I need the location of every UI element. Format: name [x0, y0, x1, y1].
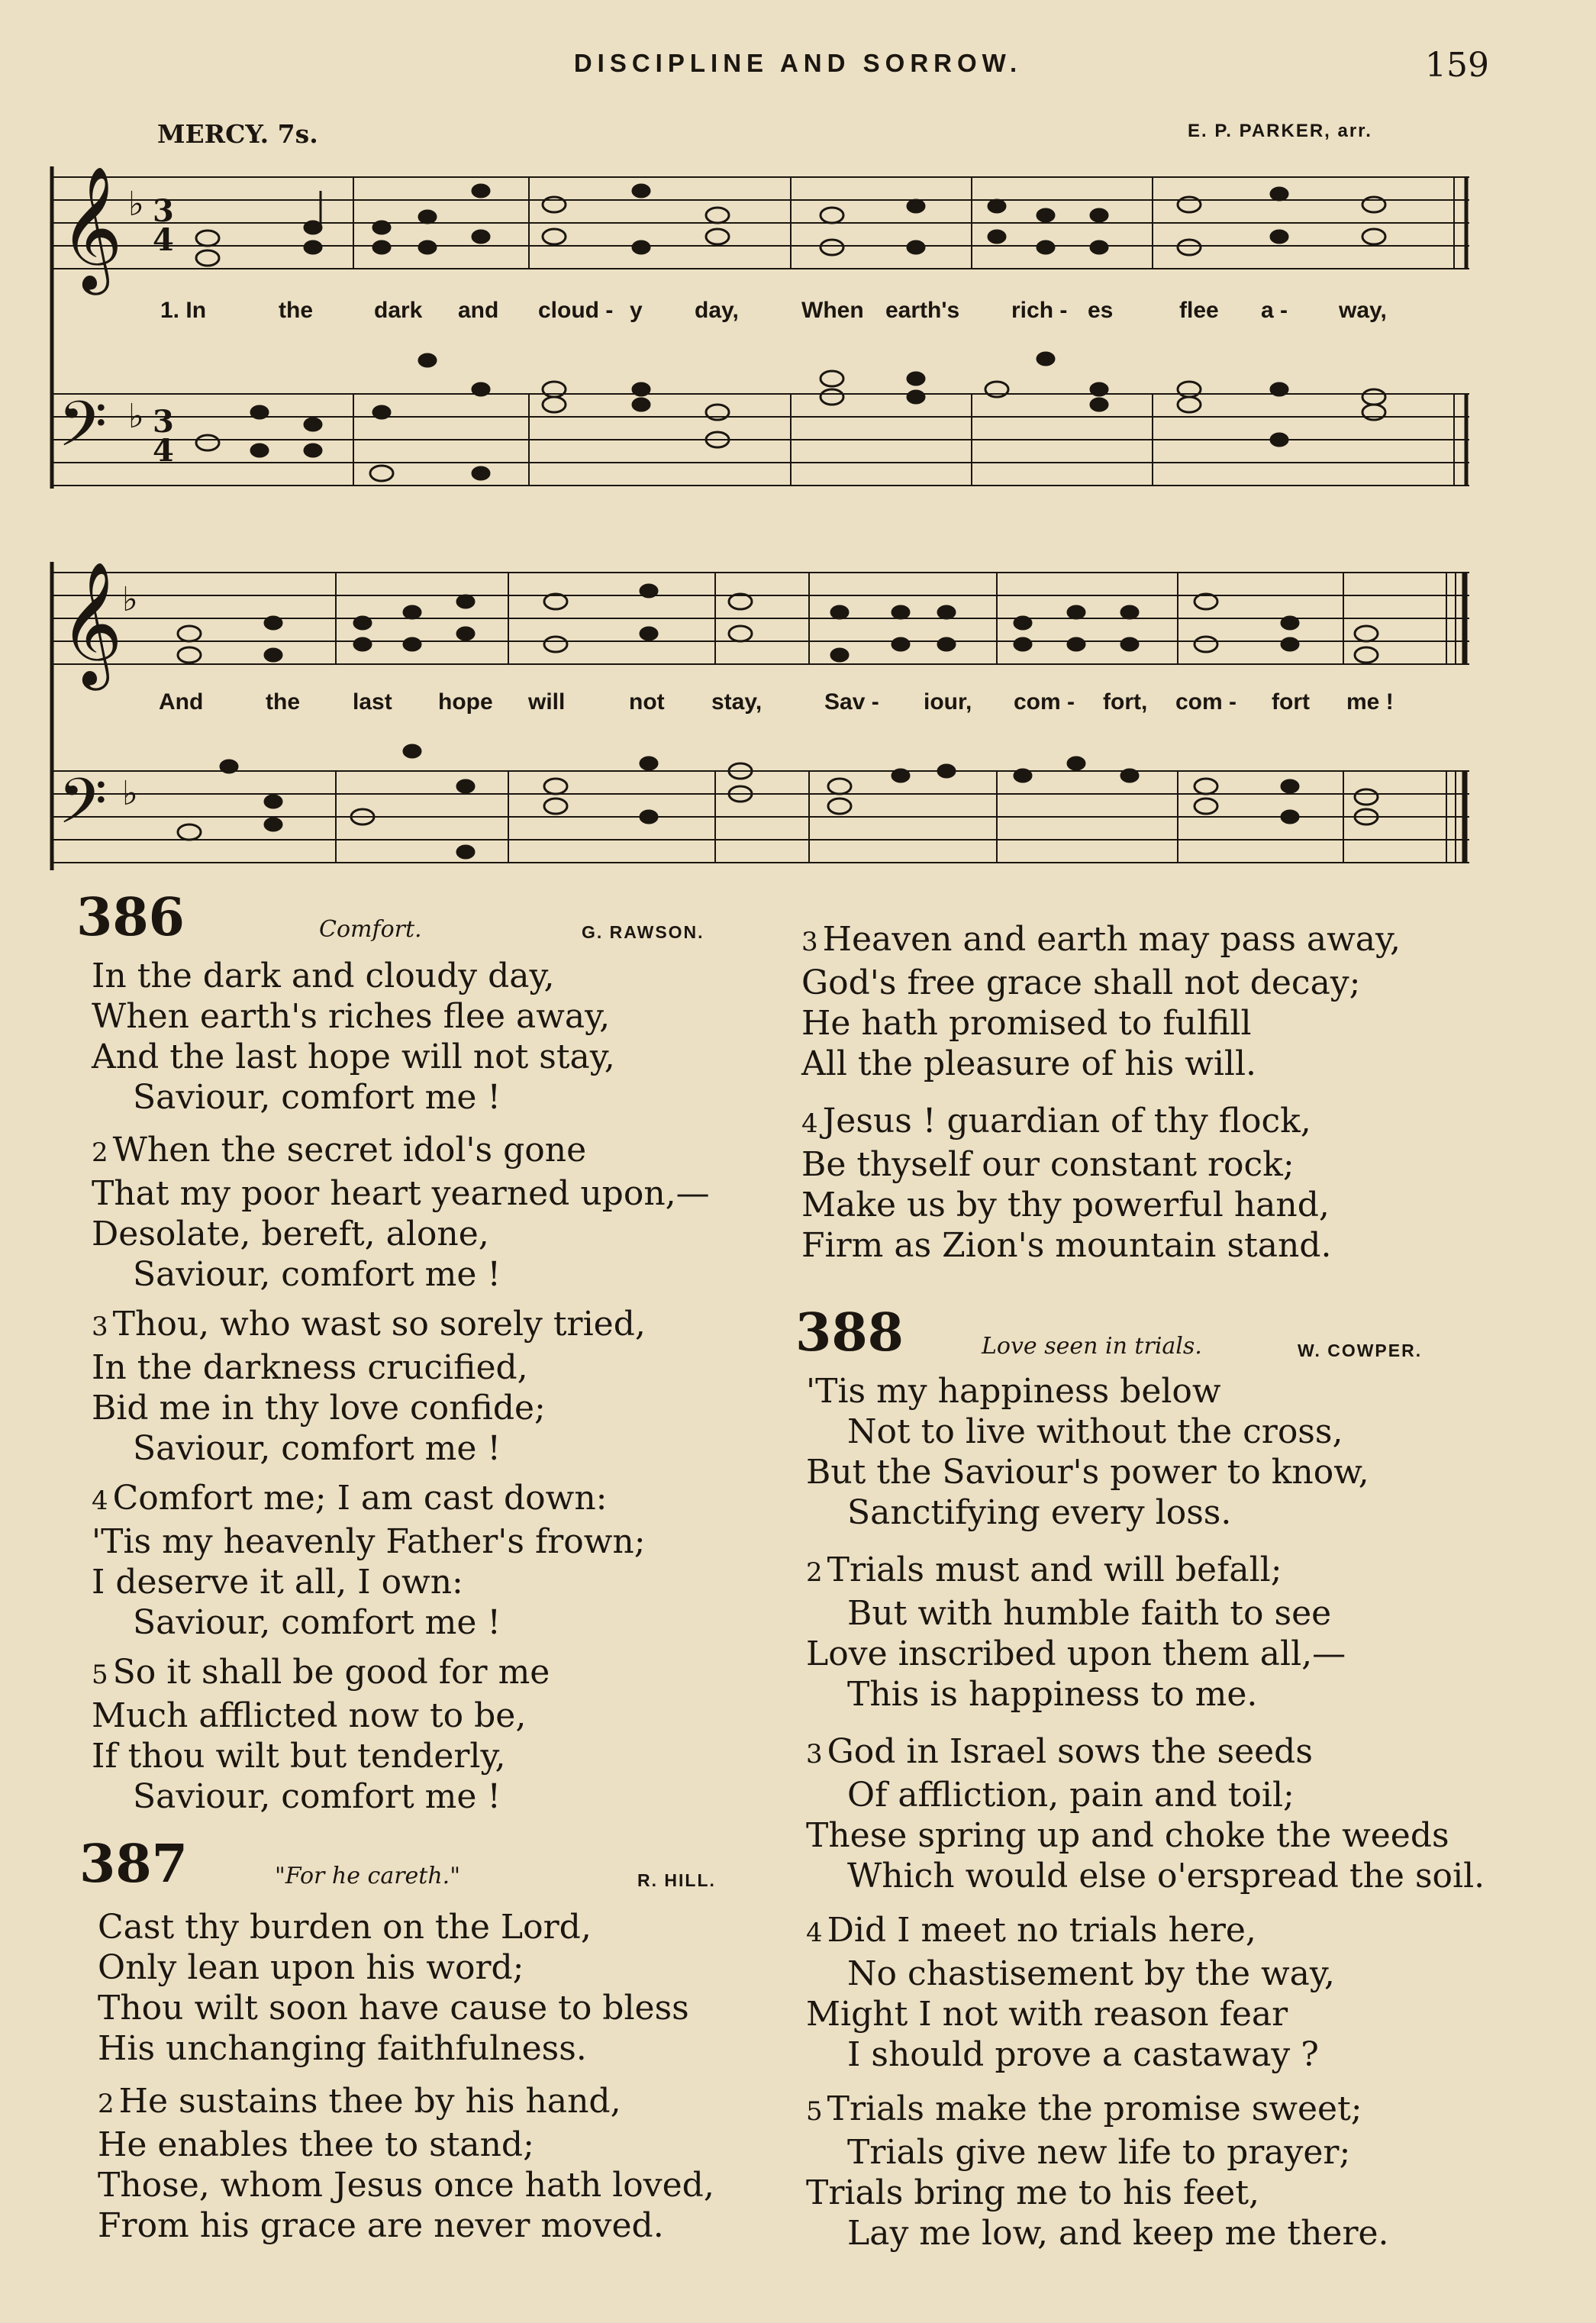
stanza-line: Be thyself our constant rock; [801, 1145, 1295, 1184]
svg-text:4: 4 [153, 433, 174, 469]
stanza-line: Firm as Zion's mountain stand. [801, 1226, 1332, 1265]
stanza-line: Which would else o'erspread the soil. [847, 1857, 1485, 1896]
hymn-number: 387 [79, 1834, 188, 1895]
stanza-number: 3 [801, 927, 818, 957]
stanza-number: 3 [806, 1739, 823, 1770]
stanza-line: And the last hope will not stay, [92, 1037, 615, 1076]
svg-text:4: 4 [153, 222, 174, 258]
stanza-line: 'Tis my heavenly Father's frown; [92, 1522, 646, 1561]
stanza-line: These spring up and choke the weeds [806, 1816, 1449, 1855]
stanza-line: His unchanging faithfulness. [98, 2029, 587, 2068]
stanza [92, 1478, 646, 1643]
stanza-line: Might I not with reason fear [806, 1995, 1288, 2034]
stanza-line: No chastisement by the way, [847, 1954, 1335, 1993]
lyric-syllable: es [1088, 298, 1114, 323]
stanza-number: 2 [98, 2089, 114, 2119]
lyric-syllable: way, [1339, 298, 1387, 323]
stanza-line: Thou, who wast so sorely tried, [112, 1305, 646, 1344]
stanza-number: 4 [806, 1918, 823, 1948]
stanza-line: Sanctifying every loss. [847, 1493, 1232, 1532]
page-number: 159 [1425, 46, 1489, 85]
stanza-line: Those, whom Jesus once hath loved, [98, 2166, 714, 2205]
stanza-line: Desolate, bereft, alone, [92, 1215, 489, 1253]
stanza-line: Bid me in thy love confide; [92, 1389, 546, 1428]
stanza-line: In the dark and cloudy day, [92, 957, 555, 995]
stanza-line: This is happiness to me. [847, 1675, 1258, 1714]
bass-clef-icon-2: 𝄢 [58, 764, 108, 853]
stanza-line: All the pleasure of his will. [801, 1044, 1257, 1083]
stanza [92, 956, 615, 1118]
lyric-syllable: not [629, 689, 665, 715]
lyric-syllable: me ! [1346, 689, 1394, 715]
stanza-line: Jesus ! guardian of thy flock, [822, 1102, 1311, 1141]
stanza-line: Make us by thy powerful hand, [801, 1186, 1330, 1224]
stanza-line: Much afflicted now to be, [92, 1696, 527, 1735]
hymn-author: G. RAWSON. [582, 922, 704, 942]
stanza [806, 2089, 1389, 2254]
stanza-line: Did I meet no trials here, [827, 1911, 1256, 1950]
stanza [92, 1304, 646, 1469]
lyric-syllable: 1. In [160, 298, 207, 323]
stanza-line: If thou wilt but tenderly, [92, 1737, 506, 1776]
stanza-line: Saviour, comfort me ! [133, 1078, 501, 1117]
notes-bass-2 [178, 745, 1378, 858]
stanza [801, 919, 1401, 1084]
lyric-syllable: iour, [924, 689, 972, 715]
stanza-line: Lay me low, and keep me there. [847, 2214, 1389, 2253]
lyric-syllable: the [279, 298, 313, 323]
tune-name: MERCY. 7s. [157, 119, 318, 149]
stanza-line: Saviour, comfort me ! [133, 1429, 501, 1468]
stanza-line: Saviour, comfort me ! [133, 1603, 501, 1642]
stanza-line: But with humble faith to see [847, 1594, 1332, 1633]
stanza [98, 1907, 689, 2069]
stanza-number: 5 [92, 1660, 108, 1690]
stanza-line: Saviour, comfort me ! [133, 1255, 501, 1294]
stanza-line: When the secret idol's gone [112, 1131, 587, 1170]
stanza-line: Saviour, comfort me ! [133, 1777, 501, 1816]
lyric-syllable: cloud - [538, 298, 614, 323]
hymn-title: Comfort. [319, 916, 422, 943]
stanza [806, 1731, 1485, 1896]
stanza-number: 3 [92, 1312, 108, 1342]
hymn-author: R. HILL. [637, 1870, 716, 1890]
stanza-number: 2 [806, 1557, 823, 1588]
stanza-line: When earth's riches flee away, [92, 997, 611, 1036]
running-title: DISCIPLINE AND SORROW. [573, 49, 1023, 77]
stanza-line: He hath promised to fulfill [801, 1004, 1252, 1043]
stanza-line: Cast thy burden on the Lord, [98, 1908, 592, 1947]
lyric-syllable: a - [1261, 298, 1288, 323]
stanza-line: 'Tis my happiness below [806, 1372, 1221, 1411]
bass-staff-2 [53, 771, 1469, 863]
stanza-line: Trials must and will befall; [827, 1550, 1282, 1589]
stanza-line: Of affliction, pain and toil; [847, 1776, 1295, 1815]
svg-text:♭: ♭ [128, 185, 144, 224]
lyric-syllable: dark [374, 298, 423, 323]
svg-text:♭: ♭ [122, 580, 138, 619]
treble-staff-1 [53, 177, 1469, 269]
treble-clef-icon-2: 𝄞 [60, 561, 123, 686]
svg-text:♭: ♭ [128, 397, 144, 436]
lyric-syllable: com - [1175, 689, 1237, 715]
stanza-line: From his grace are never moved. [98, 2206, 664, 2245]
stanza-line: Trials bring me to his feet, [806, 2173, 1259, 2212]
lyric-syllable: flee [1179, 298, 1219, 323]
stanza [806, 1371, 1369, 1533]
lyric-syllable: earth's [885, 298, 960, 323]
lyric-syllable: fort, [1103, 689, 1148, 715]
lyric-syllable: the [266, 689, 300, 715]
hymn-author: W. COWPER. [1298, 1341, 1423, 1360]
stanza [92, 1652, 550, 1817]
stanza-line: Love inscribed upon them all,— [806, 1634, 1346, 1673]
stanza-line: Only lean upon his word; [98, 1948, 524, 1987]
stanza-line: Not to live without the cross, [847, 1412, 1343, 1451]
stanza-number: 4 [801, 1108, 818, 1139]
stanza-line: I deserve it all, I own: [92, 1563, 463, 1602]
lyric-syllable: And [159, 689, 204, 715]
hymn-title: Love seen in trials. [982, 1333, 1202, 1360]
lyric-syllable: rich - [1011, 298, 1068, 323]
hymn-number: 386 [76, 887, 185, 948]
stanza-line: He sustains thee by his hand, [118, 2082, 621, 2121]
stanza-line: I should prove a castaway ? [847, 2035, 1319, 2074]
lyric-syllable: and [458, 298, 499, 323]
bass-clef-icon: 𝄢 [58, 387, 108, 476]
stanza-line: God in Israel sows the seeds [827, 1732, 1313, 1771]
treble-staff-2 [53, 573, 1469, 664]
svg-text:3: 3 [153, 404, 174, 440]
hymn-number: 388 [795, 1302, 904, 1363]
lyric-syllable: hope [438, 689, 493, 715]
stanza-line: God's free grace shall not decay; [801, 963, 1361, 1002]
stanza-line: So it shall be good for me [112, 1653, 550, 1692]
stanza-line: He enables thee to stand; [98, 2125, 534, 2164]
stanza-line: Trials make the promise sweet; [827, 2089, 1362, 2128]
stanza-number: 4 [92, 1486, 108, 1516]
stanza [806, 1550, 1346, 1715]
hymn-title: "For he careth." [275, 1863, 461, 1889]
stanza-line: Trials give new life to prayer; [847, 2133, 1351, 2172]
stanza-line: But the Saviour's power to know, [806, 1453, 1369, 1492]
stanza-line: Thou wilt soon have cause to bless [98, 1989, 689, 2028]
stanza-line: That my poor heart yearned upon,— [92, 1174, 710, 1213]
tune-composer: E. P. PARKER, arr. [1188, 121, 1372, 141]
lyric-syllable: stay, [711, 689, 763, 715]
stanza [92, 1130, 710, 1295]
notes-treble-2 [178, 585, 1378, 663]
stanza [801, 1101, 1331, 1266]
stanza [98, 2081, 714, 2246]
svg-text:3: 3 [153, 193, 174, 229]
stanza-line: In the darkness crucified, [92, 1348, 528, 1387]
lyric-syllable: com - [1014, 689, 1075, 715]
lyric-syllable: y [630, 298, 643, 323]
lyric-syllable: fort [1272, 689, 1310, 715]
lyric-syllable: day, [695, 298, 739, 323]
svg-text:♭: ♭ [122, 774, 138, 813]
treble-clef-icon: 𝄞 [60, 166, 123, 290]
stanza-number: 5 [806, 2096, 823, 2127]
stanza [806, 1910, 1335, 2075]
lyric-syllable: When [801, 298, 864, 323]
lyric-syllable: Sav - [824, 689, 879, 715]
lyric-syllable: last [353, 689, 392, 715]
stanza-line: Comfort me; I am cast down: [112, 1479, 608, 1518]
lyric-syllable: will [528, 689, 566, 715]
score-system-1 [52, 166, 1469, 489]
stanza-line: Heaven and earth may pass away, [822, 920, 1401, 959]
stanza-number: 2 [92, 1137, 108, 1168]
